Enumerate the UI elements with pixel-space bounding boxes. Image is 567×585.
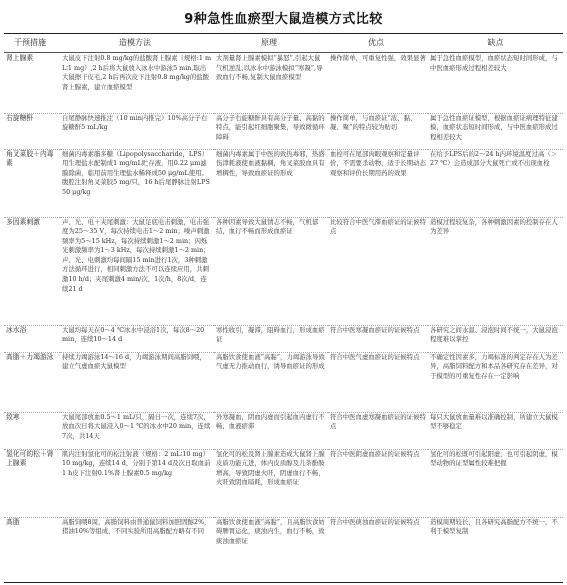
header-rule	[4, 52, 563, 53]
cell-principle: 细菌内毒素属于中医的致热毒邪，热盛伤津耗液使血液黏稠，角叉菜胶血具有增稠性，导致血瘀证的形成	[214, 149, 328, 217]
cell-cons: 不确定性因素多，力竭标准的判定存在人为差异，高脂饲料配方和本品各研究存在差异，对于模型的可重复性存在一定影响	[428, 352, 563, 412]
header-pros: 优点	[368, 38, 384, 47]
cell-intervention: 氢化可的松＋肾上腺素	[4, 449, 60, 517]
cell-intervention: 右旋糖酐	[4, 113, 60, 149]
cell-method: 大鼠尾部放血0.5～1 mL/只，隔日一次，连续7次，放血次日将大鼠浸入0～1 ℃的冰水中20 min，连续7次，共14天	[60, 412, 214, 449]
cell-pros: 操作简单，可重复性强，效果显著	[328, 54, 428, 113]
cell-pros: 比较符合中医气滞血瘀证的证候特点	[328, 217, 428, 325]
header-intervention: 干预措施	[14, 38, 46, 47]
cell-intervention: 角叉菜胶＋内毒素	[4, 149, 60, 217]
cell-pros: 操作简单，与血瘀证“浓、黏、凝、聚”的特点较为贴切	[328, 113, 428, 149]
cell-intervention: 多因素刺激	[4, 217, 60, 325]
cell-method: 大鼠皮下注射0.8 mg/kg的盐酸肾上腺素（规格:1 mL∶1 mg）,2 h后将大鼠放入冰水中游泳5 min,取出大鼠擦干皮毛,2 h后再次皮下注射0.8 mg/kg的盐酸肾上腺素，建立血瘀模型	[60, 54, 214, 113]
cell-pros: 符合中医血虚寒凝血瘀证的证候特点	[328, 412, 428, 449]
table-row	[4, 149, 563, 217]
cell-pros: 符合中医气虚血瘀证的证候特点	[328, 352, 428, 412]
cell-principle: 氢化可的松及肾上腺素造成大鼠肾上腺皮质功能亢进，体内皮质醇及儿茶酚胺增高，导致阴虚火旺，阴虚血行不畅，火旺致阴血暗耗，形成血瘀证	[214, 449, 328, 517]
cell-cons: 每只大鼠放血量难以准确控制，所建立大鼠模型不够稳定	[428, 412, 563, 449]
cell-cons: 造模周期较长，且各研究高脂配方不统一，不利于模型复制	[430, 517, 558, 536]
table-row	[4, 517, 563, 557]
cell-intervention: 高脂＋力竭游泳	[4, 352, 60, 412]
cell-cons: 属于急性血瘀证模型，根据血瘀证病理特征建模，血瘀状态短时间形成，与中医血瘀形成过程相差较大	[428, 113, 563, 149]
cell-intervention: 冰水浴	[4, 325, 60, 352]
cell-method: 大鼠均每天在0～4 ℃冰水中浸浴1次，每次8～20 min，连续10～14 d	[60, 325, 214, 352]
table-row	[4, 325, 563, 352]
cell-cons: 在给予LPS后的2～24 h内环境温度过高（＞27 ℃）会造成部分大鼠死亡或不出现血栓	[428, 149, 563, 217]
cell-pros: 血栓可在尾部肉眼观察和定量评价，不需要杀动物，适于长期动态观察和评价长期用药的效果	[328, 149, 428, 217]
cell-principle: 高分子右旋糖酐具有高分子量、高黏的特点，能引起红细胞聚集，导致微循环障碍	[214, 113, 328, 149]
table-row	[4, 449, 563, 517]
cell-method: 自尾静脉快速推注（10 min内推完）10%高分子右旋糖酐5 mL/kg	[60, 113, 214, 149]
cell-pros: 符合中医寒凝血瘀证的证候特点	[328, 325, 428, 352]
cell-pros: 符合中医阴虚血瘀证的证候特点	[328, 449, 428, 517]
table-row	[4, 217, 563, 325]
cell-method: 声、光、电＋夹尾刺激：大鼠足底电击刺激，电击强度为25～35 V，每次持续电击1～2 min；噪声刺激频率为5～15 kHz，每次持续刺激1～2 min；闪烁光刺激频率为1～3 kHz，每次持续刺激1～2 min；声、光、电刺激均每间隔15 min进行1次，3种刺激方法循环进行，相同刺激方法不可以连续应用，共刺激10 h/d；夹尾刺激4 min/次，1次/h，8次/d，连续21 d	[60, 217, 214, 325]
cell-cons: 各研究之间水温、浸泡时间不统一，大鼠浸泡程度难以掌控	[428, 325, 563, 352]
cell-method: 持续力竭游泳14～16 d，力竭游泳期间高脂饲喂，建立气虚血瘀大鼠模型	[60, 352, 214, 412]
cell-method: 肌内注射氢化可的松注射液（规格：2 mL∶10 mg）10 mg/kg，连续14 d，分别于第14 d及次日取血前1 h皮下注射0.1%肾上腺素0.5 mg/kg	[60, 449, 214, 517]
cell-cons: 属于急性血瘀模型，血瘀状态短时间形成，与中医血瘀形成过程相差较大	[428, 54, 563, 113]
header-principle: 原理	[261, 38, 277, 47]
cell-method: 高脂饲喂8周，高脂饲料由普通鼠饲料加胆固醇2%，猪油10%等组成，不同实验所用高脂配方略有不同	[62, 517, 211, 536]
cell-intervention: 致寒	[4, 412, 60, 449]
header-cons: 缺点	[487, 38, 504, 47]
table-row	[4, 412, 563, 449]
header-method: 造模方法	[119, 38, 151, 47]
table-row	[4, 352, 563, 412]
cell-cons: 造模过程较复杂，各种刺激因素的控制存在人为差异	[428, 217, 563, 325]
cell-intervention: 高脂	[6, 517, 20, 526]
cell-pros: 符合中医痰浊血瘀证的证候特点	[330, 517, 420, 526]
cell-principle: 大剂量肾上腺素模拟“暴怒”,引起大鼠气机逆乱,以冰水中游泳模拟“寒凝”,导致血行不畅,复制大鼠血瘀模型	[214, 54, 328, 113]
cell-principle: 外寒凝血，阴血内虚而引起血内虚行不畅，血液瘀滞	[214, 412, 328, 449]
bottom-rule	[4, 582, 563, 583]
table-row	[4, 54, 563, 113]
cell-method: 细菌内毒素脂多糖（Lipopolysaccharide，LPS）用生理盐水配制成1 mg/mL贮存液，用0.22 μm滤膜除菌，临用前用生理盐水稀释成50 μg/mL使用。腹腔注射角叉菜胶5 mg/只，16 h后尾静脉注射LPS 50 μg/kg	[60, 149, 214, 217]
cell-cons: 氢化可的松既可引起阳虚，也可引起阴虚，模型动物的证型属性较难把握	[428, 449, 563, 517]
cell-principle: 各种因素导致大鼠情志不畅，气机郁结，血行不畅而形成血瘀证	[214, 217, 328, 325]
table-title: 9种急性血瘀型大鼠造模方式比较	[184, 12, 383, 27]
top-rule	[4, 33, 563, 34]
comparison-table	[4, 54, 563, 557]
cell-principle: 高脂饮食使血液“高黏”，且高脂饮食妨碍脾胃运化，痰浊内生，血行不畅，致痰浊血瘀证	[216, 517, 325, 545]
cell-intervention: 肾上腺素	[4, 54, 60, 113]
cell-principle: 高脂饮食使血液“高黏”，力竭游泳导致气虚无力推动血行，诱导血瘀证的形成	[214, 352, 328, 412]
cell-principle: 寒性收引，凝滞，阻碍血行，形成血瘀证	[214, 325, 328, 352]
table-row	[4, 113, 563, 149]
